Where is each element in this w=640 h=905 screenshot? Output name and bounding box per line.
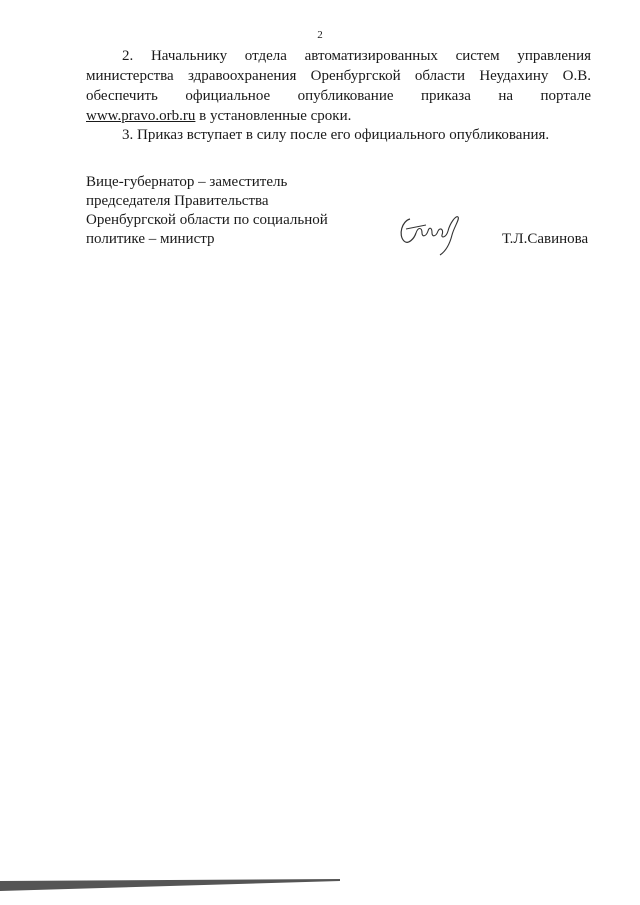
paragraph-2-line-2: министерства здравоохранения Оренбургской области Неудахину О.В. [86, 68, 591, 84]
signatory-title-line-4: политике – министр [86, 231, 215, 247]
paragraph-2 [86, 46, 591, 126]
scan-edge-shadow [0, 879, 340, 891]
signatory-title-line-1: Вице-губернатор – заместитель [86, 174, 288, 190]
paragraph-3-text: 3. Приказ вступает в силу после его официального опубликования. [122, 127, 550, 143]
paragraph-2-line-3: обеспечить официальное опубликование приказа на портале [86, 88, 591, 104]
handwritten-signature [396, 205, 464, 257]
paragraph-3 [86, 125, 591, 145]
paragraph-2-line-4 [86, 106, 591, 126]
signatory-title-line-3: Оренбургской области по социальной [86, 212, 328, 228]
page-number: 2 [317, 29, 323, 41]
portal-link[interactable]: www.pravo.orb.ru [86, 108, 196, 124]
signatory-title [86, 173, 328, 249]
paragraph-2-line-4-rest: в установленные сроки. [195, 108, 352, 124]
signatory-title-line-2: председателя Правительства [86, 193, 269, 209]
paragraph-2-line-1: 2. Начальнику отдела автоматизированных систем управления [122, 48, 591, 64]
signatory-name: Т.Л.Савинова [502, 231, 589, 247]
